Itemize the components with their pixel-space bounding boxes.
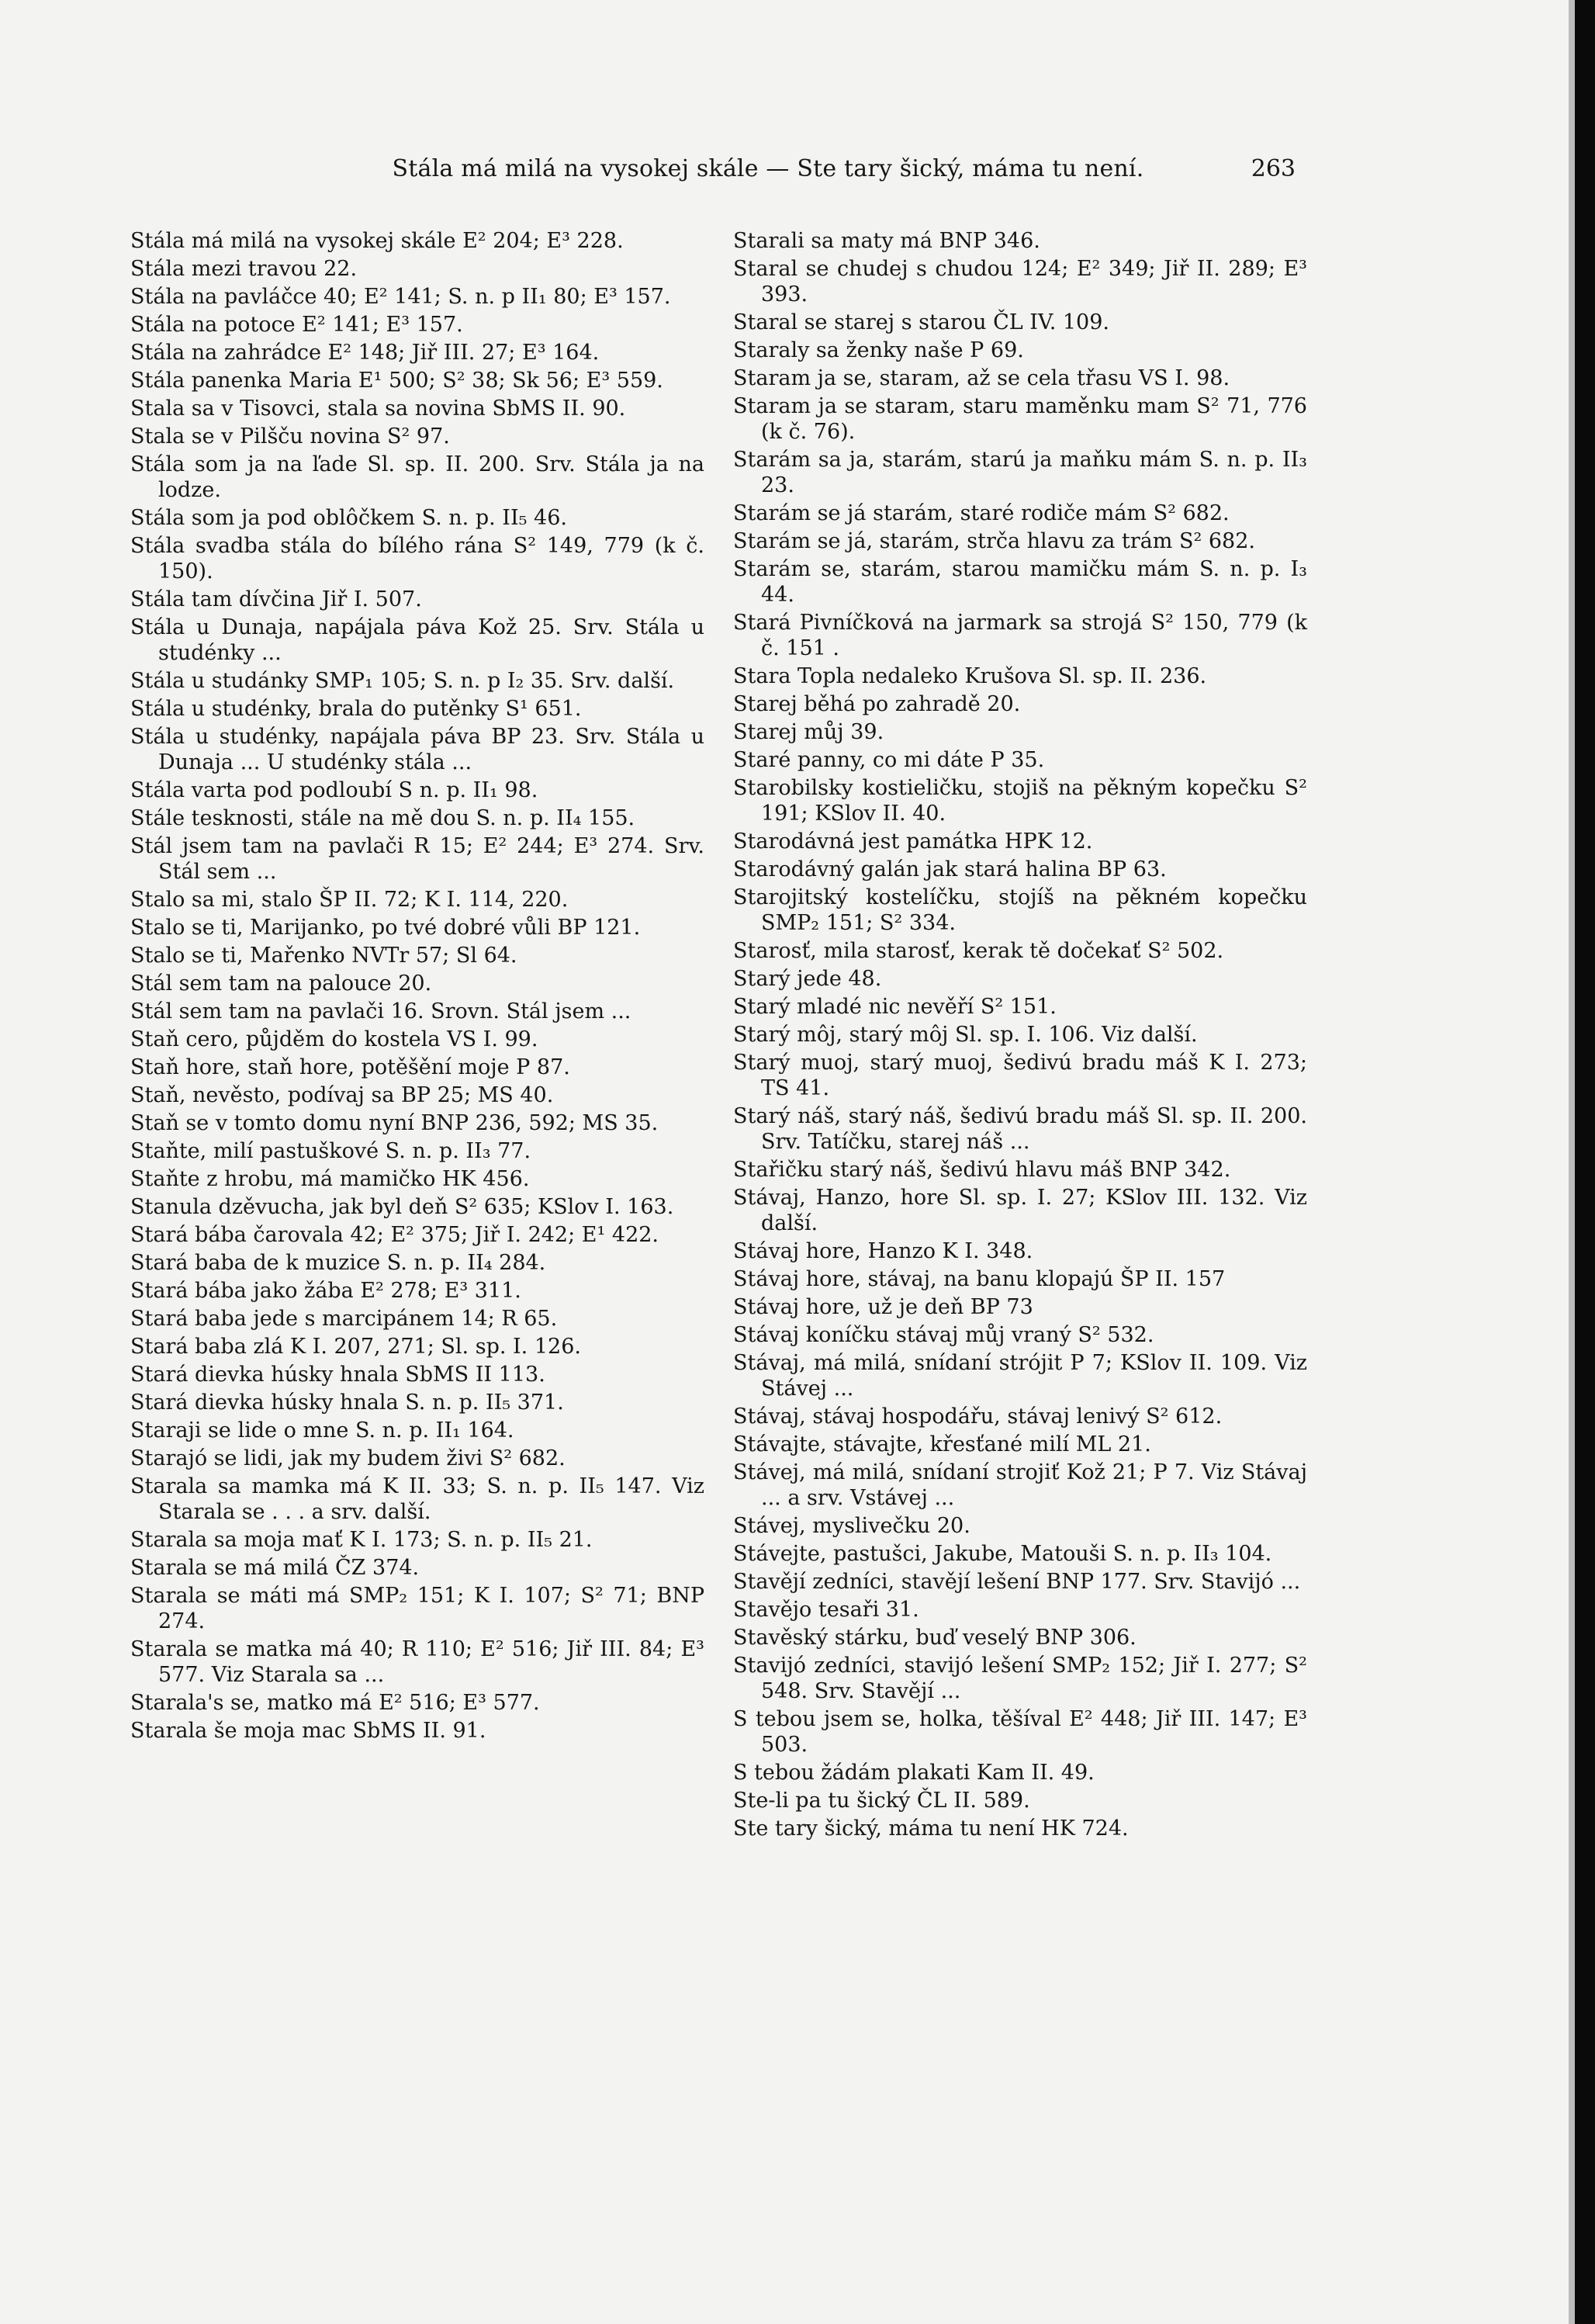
index-entry: Staral se starej s starou ČL IV. 109. [733, 310, 1109, 334]
index-entry: Stávajte, stávajte, křesťané milí ML 21. [733, 1432, 1151, 1456]
index-entry: Stál jsem tam na pavlači R 15; E² 244; E³ 274. Srv. Stál sem ... [130, 834, 704, 884]
index-entry: Stál sem tam na palouce 20. [130, 972, 432, 996]
index-entry: Stavijó zedníci, stavijó lešení SMP₂ 152; Jiř I. 277; S² 548. Srv. Stavějí ... [733, 1654, 1307, 1703]
index-entry: Stanula dzěvucha, jak byl deň S² 635; KSlov I. 163. [130, 1195, 674, 1219]
index-entry: Stará baba zlá K I. 207, 271; Sl. sp. I. 126. [130, 1335, 581, 1359]
index-entry: Stála som ja pod oblôčkem S. n. p. II₅ 46. [130, 506, 567, 530]
index-entry: Starala sa moja mať K I. 173; S. n. p. II₅ 21. [130, 1528, 593, 1552]
index-entry: Stará bába jako žába E² 278; E³ 311. [130, 1279, 521, 1303]
index-entry: Staraji se lide o mne S. n. p. II₁ 164. [130, 1418, 514, 1443]
index-entry: Staň cero, půjděm do kostela VS I. 99. [130, 1027, 538, 1051]
index-entry: Stál sem tam na pavlači 16. Srovn. Stál jsem ... [130, 999, 631, 1023]
index-entry: Stalo se ti, Mařenko NVTr 57; Sl 64. [130, 944, 517, 968]
index-entry: Stará dievka húsky hnala SbMS II 113. [130, 1363, 545, 1387]
index-entry: Stála svadba stála do bílého rána S² 149, 779 (k č. 150). [130, 534, 704, 584]
index-entry: Stála som ja na ľade Sl. sp. II. 200. Srv. Stála ja na lodze. [130, 452, 704, 502]
index-entry: Starý náš, starý náš, šedivú bradu máš Sl. sp. II. 200. Srv. Tatíčku, starej náš ... [733, 1104, 1307, 1154]
index-entry: Stávejte, pastušci, Jakube, Matouši S. n. p. II₃ 104. [733, 1542, 1272, 1566]
index-entry: Starám se já starám, staré rodiče mám S² 682. [733, 501, 1230, 525]
scan-border-light [1569, 0, 1575, 2324]
index-entry: Starala sa mamka má K II. 33; S. n. p. II₅ 147. Viz Starala se . . . a srv. další. [130, 1474, 704, 1524]
index-entry: Starala's se, matko má E² 516; E³ 577. [130, 1691, 540, 1715]
index-entry: Stará bába čarovala 42; E² 375; Jiř I. 242; E¹ 422. [130, 1223, 659, 1247]
index-entry: Stála u studénky, brala do putěnky S¹ 651. [130, 697, 582, 721]
index-entry: Stávaj hore, Hanzo K I. 348. [733, 1239, 1033, 1263]
index-entry: Stala se v Pilšču novina S² 97. [130, 424, 450, 449]
index-entry: Stále tesknosti, stále na mě dou S. n. p. II₄ 155. [130, 806, 635, 830]
index-entry: Starodávný galán jak stará halina BP 63. [733, 857, 1167, 881]
index-entry: Stála panenka Maria E¹ 500; S² 38; Sk 56; E³ 559. [130, 369, 663, 393]
right-column [733, 228, 1307, 1844]
index-entry: Staňte z hrobu, má mamičko HK 456. [130, 1167, 530, 1191]
index-entry: Starej můj 39. [733, 720, 884, 744]
index-entry: Stávaj, Hanzo, hore Sl. sp. I. 27; KSlov III. 132. Viz další. [733, 1186, 1307, 1235]
index-entry: Stará Pivníčková na jarmark sa strojá S² 150, 779 (k č. 151 . [733, 611, 1307, 660]
index-entry: Stávaj hore, už je deň BP 73 [733, 1295, 1033, 1319]
index-entry: Starobilsky kostieličku, stojiš na pěkným kopečku S² 191; KSlov II. 40. [733, 776, 1307, 826]
index-entry: Stavějo tesaři 31. [733, 1598, 919, 1622]
index-entry: Starý muoj, starý muoj, šedivú bradu máš K I. 273; TS 41. [733, 1051, 1307, 1100]
page-number: 263 [1251, 155, 1296, 182]
index-entry: Stavějí zedníci, stavějí lešení BNP 177. Srv. Stavijó ... [733, 1570, 1301, 1594]
index-entry: Ste-li pa tu šický ČL II. 589. [733, 1789, 1030, 1813]
index-entry: Staré panny, co mi dáte P 35. [733, 748, 1045, 772]
index-entry: Stála varta pod podloubí S n. p. II₁ 98. [130, 778, 538, 802]
index-entry: Stala sa v Tisovci, stala sa novina SbMS II. 90. [130, 397, 626, 421]
index-entry: Staram ja se, staram, až se cela třasu VS I. 98. [733, 366, 1230, 390]
index-entry: Stála na zahrádce E² 148; Jiř III. 27; E³ 164. [130, 341, 600, 365]
index-entry: Ste tary šický, máma tu není HK 724. [733, 1817, 1129, 1841]
index-entry: Starám se, starám, starou mamičku mám S. n. p. I₃ 44. [733, 557, 1307, 607]
index-entry: Stála na pavláčce 40; E² 141; S. n. p II₁ 80; E³ 157. [130, 285, 671, 309]
index-entry: Stávaj, má milá, snídaní strójit P 7; KSlov II. 109. Viz Stávej ... [733, 1351, 1307, 1401]
index-entry: Starý jede 48. [733, 967, 882, 991]
index-entry: Stála mezi travou 22. [130, 257, 358, 281]
index-entry: S tebou jsem se, holka, těšíval E² 448; Jiř III. 147; E³ 503. [733, 1707, 1307, 1757]
index-entry: Staral se chudej s chudou 124; E² 349; Jiř II. 289; E³ 393. [733, 257, 1307, 307]
index-entry: Stalo se ti, Marijanko, po tvé dobré vůli BP 121. [130, 916, 641, 940]
index-entry: Starala se matka má 40; R 110; E² 516; Jiř III. 84; E³ 577. Viz Starala sa ... [130, 1637, 704, 1687]
index-entry: Stála má milá na vysokej skále E² 204; E³ 228. [130, 229, 624, 253]
index-entry: Starojitský kostelíčku, stojíš na pěkném kopečku SMP₂ 151; S² 334. [733, 885, 1307, 935]
index-entry: Starej běhá po zahradě 20. [733, 692, 1021, 716]
index-entry: Stařičku starý náš, šedivú hlavu máš BNP 342. [733, 1158, 1231, 1182]
index-entry: Stála u studénky, napájala páva BP 23. Srv. Stála u Dunaja ... U studénky stála ... [130, 725, 704, 774]
scan-border-dark [1575, 0, 1595, 2324]
index-entry: Staň se v tomto domu nyní BNP 236, 592; MS 35. [130, 1111, 659, 1135]
index-entry: Stála tam dívčina Jiř I. 507. [130, 587, 422, 611]
index-entry: Staňte, milí pastuškové S. n. p. II₃ 77. [130, 1139, 531, 1163]
index-entry: S tebou žádám plakati Kam II. 49. [733, 1761, 1095, 1785]
index-entry: Starajó se lidi, jak my budem živi S² 682. [130, 1446, 566, 1470]
index-entry: Stávaj hore, stávaj, na banu klopajú ŠP II. 157 [733, 1267, 1226, 1291]
left-column [130, 228, 704, 1746]
index-entry: Starám se já, starám, strča hlavu za trám S² 682. [733, 529, 1255, 553]
index-entry: Stavěský stárku, buď veselý BNP 306. [733, 1626, 1137, 1650]
index-entry: Starý mladé nic nevěří S² 151. [733, 995, 1057, 1019]
index-entry: Stála u Dunaja, napájala páva Kož 25. Srv. Stála u studénky ... [130, 615, 704, 665]
index-entry: Stalo sa mi, stalo ŠP II. 72; K I. 114, 220. [130, 888, 569, 912]
index-entry: Staň, nevěsto, podívaj sa BP 25; MS 40. [130, 1083, 554, 1107]
index-entry: Starala se máti má SMP₂ 151; K I. 107; S² 71; BNP 274. [130, 1584, 704, 1633]
index-entry: Starala se má milá ČZ 374. [130, 1556, 420, 1580]
index-entry: Stála na potoce E² 141; E³ 157. [130, 313, 463, 337]
index-entry: Staraly sa ženky naše P 69. [733, 338, 1024, 362]
index-entry: Starám sa ja, starám, starú ja maňku mám S. n. p. II₃ 23. [733, 448, 1307, 497]
index-entry: Stála u studánky SMP₁ 105; S. n. p I₂ 35. Srv. další. [130, 669, 675, 693]
index-entry: Stara Topla nedaleko Krušova Sl. sp. II. 236. [733, 664, 1207, 688]
index-entry: Starali sa maty má BNP 346. [733, 229, 1040, 253]
index-entry: Staň hore, staň hore, potěšění moje P 87. [130, 1055, 570, 1079]
index-entry: Staram ja se staram, staru maměnku mam S² 71, 776 (k č. 76). [733, 394, 1307, 444]
index-entry: Stávej, myslivečku 20. [733, 1514, 970, 1538]
index-entry: Starala še moja mac SbMS II. 91. [130, 1719, 486, 1743]
index-entry: Stará dievka húsky hnala S. n. p. II₅ 371. [130, 1391, 564, 1415]
index-entry: Starý môj, starý môj Sl. sp. I. 106. Viz další. [733, 1023, 1198, 1047]
index-entry: Starodávná jest památka HPK 12. [733, 830, 1093, 854]
index-entry: Stávaj, stávaj hospodářu, stávaj lenivý S² 612. [733, 1404, 1223, 1429]
index-entry: Stávaj koníčku stávaj můj vraný S² 532. [733, 1323, 1154, 1347]
index-entry: Starosť, mila starosť, kerak tě dočekať S² 502. [733, 939, 1224, 963]
index-entry: Stará baba de k muzice S. n. p. II₄ 284. [130, 1251, 546, 1275]
index-entry: Stávej, má milá, snídaní strojiť Kož 21; P 7. Viz Stávaj ... a srv. Vstávej ... [733, 1460, 1307, 1510]
running-header: Stála má milá na vysokej skále — Ste tary šický, máma tu není. [392, 155, 1144, 182]
index-entry: Stará baba jede s marcipánem 14; R 65. [130, 1307, 558, 1331]
